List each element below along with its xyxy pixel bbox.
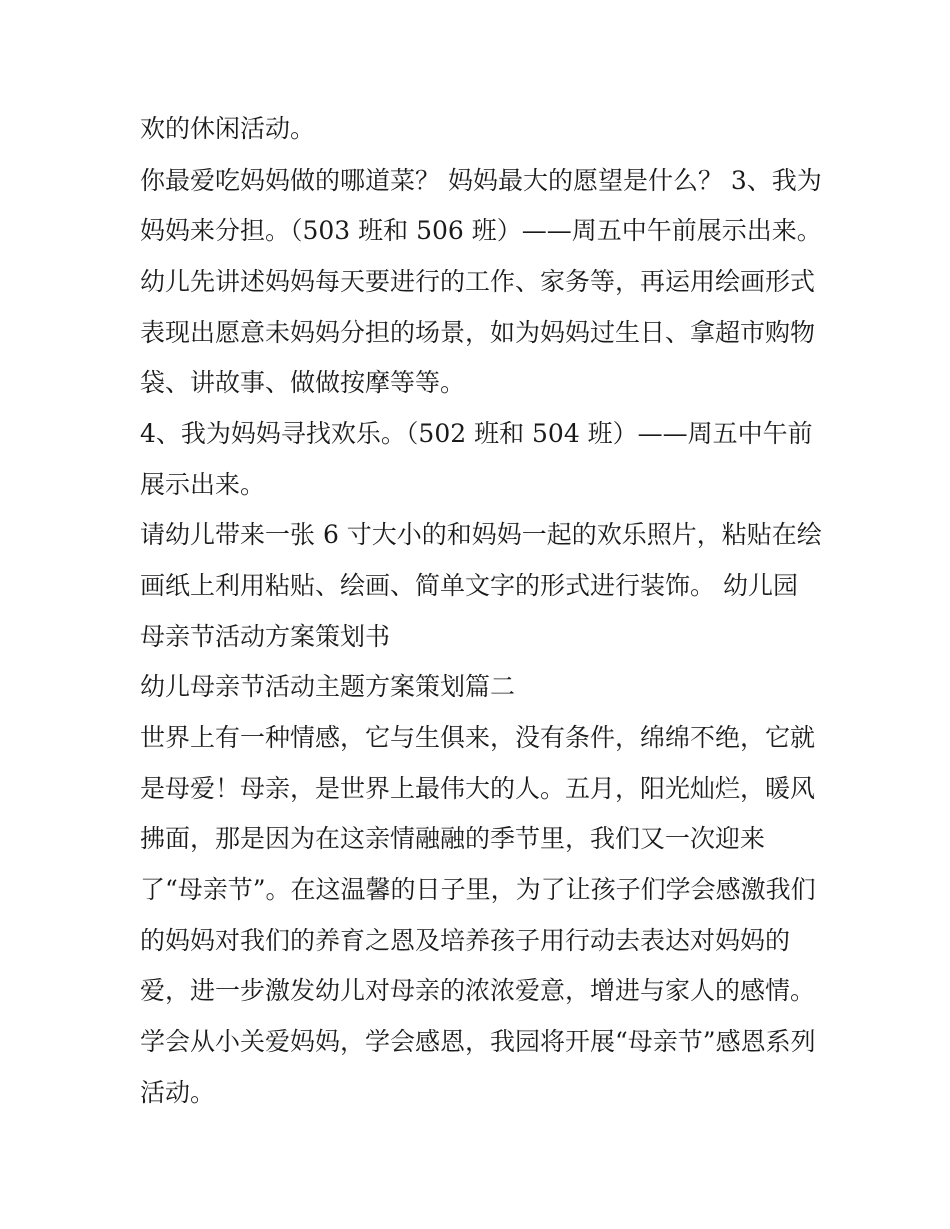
- text-line: 请幼儿带来一张 6 寸大小的和妈妈一起的欢乐照片，粘贴在绘: [140, 520, 822, 549]
- text-line: 幼儿先讲述妈妈每天要进行的工作、家务等，再运用绘画形式: [140, 267, 816, 296]
- text-line: 学会从小关爱妈妈，学会感恩，我园将开展“母亲节”感恩系列: [140, 1027, 816, 1056]
- text-line: 的妈妈对我们的养育之恩及培养孩子用行动去表达对妈妈的: [140, 926, 791, 955]
- text-line: 你最爱吃妈妈做的哪道菜？ 妈妈最大的愿望是什么？ 3、我为: [140, 166, 822, 195]
- text-line: 母亲节活动方案策划书: [140, 622, 391, 651]
- text-line: 爱，进一步激发幼儿对母亲的浓浓爱意，增进与家人的感情。: [140, 976, 816, 1005]
- text-line: 世界上有一种情感，它与生俱来，没有条件，绵绵不绝，它就: [140, 723, 816, 752]
- section-heading: 幼儿母亲节活动主题方案策划篇二: [140, 672, 516, 701]
- text-line: 袋、讲故事、做做按摩等等。: [140, 368, 466, 397]
- text-line: 了“母亲节”。在这温馨的日子里，为了让孩子们学会感激我们: [140, 875, 816, 904]
- text-line: 拂面，那是因为在这亲情融融的季节里，我们又一次迎来: [140, 824, 766, 853]
- text-line: 展示出来。: [140, 470, 266, 499]
- text-line: 活动。: [140, 1078, 216, 1107]
- text-line: 表现出愿意未妈妈分担的场景，如为妈妈过生日、拿超市购物: [140, 318, 816, 347]
- text-line: 欢的休闲活动。: [140, 114, 316, 143]
- text-line: 是母爱！母亲，是世界上最伟大的人。五月，阳光灿烂，暖风: [140, 774, 816, 803]
- text-line: 4、我为妈妈寻找欢乐。（502 班和 504 班）——周五中午前: [140, 419, 813, 448]
- text-line: 画纸上利用粘贴、绘画、简单文字的形式进行装饰。 幼儿园: [140, 571, 798, 600]
- text-line: 妈妈来分担。（503 班和 506 班）——周五中午前展示出来。: [140, 216, 822, 245]
